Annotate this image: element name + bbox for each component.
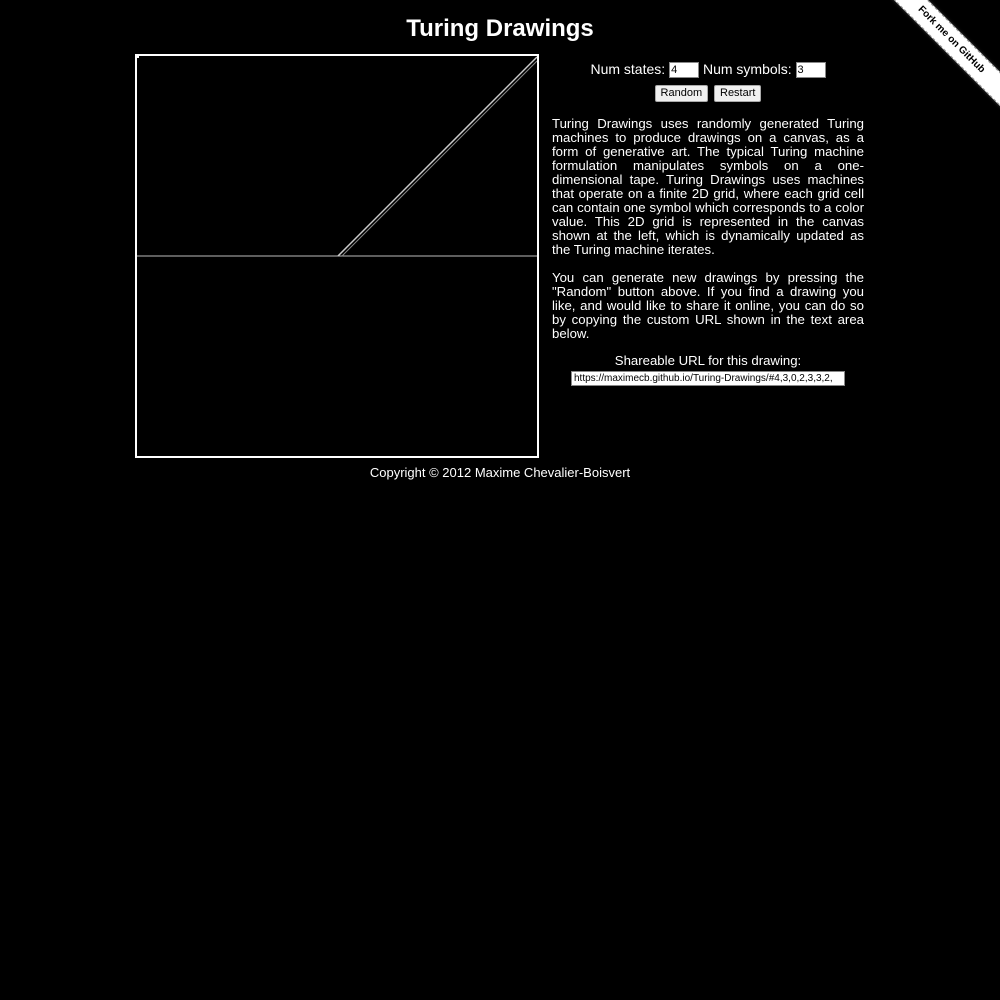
- action-buttons-row: [552, 83, 864, 101]
- share-url-field[interactable]: [571, 371, 845, 386]
- machine-params-row: [552, 59, 864, 79]
- drawing-canvas: [135, 54, 539, 458]
- canvas-start-dot: [137, 56, 139, 58]
- description-paragraph-1: Turing Drawings uses randomly generated Turing machines to produce drawings on a canvas, as a form of generative art. The typical Turing machine formulation manipulates symbols on a one-dimensional tape. Turing Drawings uses machines that operate on a finite 2D grid, where each grid cell can contain one symbol which corresponds to a color value. This 2D grid is represented in the canvas shown at the left, which is dynamically updated as the Turing machine iterates.: [552, 116, 864, 257]
- num-symbols-label: Num symbols:: [702, 61, 792, 77]
- description-paragraph-2: You can generate new drawings by pressing the "Random" button above. If you find a drawing you like, and would like to share it online, you can do so by copying the custom URL shown in the text area below.: [552, 270, 864, 341]
- num-states-input[interactable]: [669, 62, 699, 78]
- canvas-diagonal-line: [338, 57, 537, 256]
- share-section: [552, 353, 864, 386]
- random-button[interactable]: Random: [655, 85, 709, 102]
- canvas-diagonal-line-2: [342, 61, 537, 256]
- drawing-canvas-svg: [137, 56, 537, 456]
- share-url-label: Shareable URL for this drawing:: [614, 353, 802, 368]
- controls-panel: [552, 59, 864, 386]
- fork-on-github-link[interactable]: Fork me on GitHub: [890, 0, 1000, 109]
- copyright-footer: Copyright © 2012 Maxime Chevalier-Boisvert: [369, 465, 631, 480]
- restart-button[interactable]: Restart: [714, 85, 761, 102]
- description: [552, 117, 864, 341]
- github-ribbon-container[interactable]: [890, 0, 1000, 110]
- page-title: Turing Drawings: [406, 15, 594, 42]
- num-states-label: Num states:: [590, 61, 666, 77]
- num-symbols-input[interactable]: [796, 62, 826, 78]
